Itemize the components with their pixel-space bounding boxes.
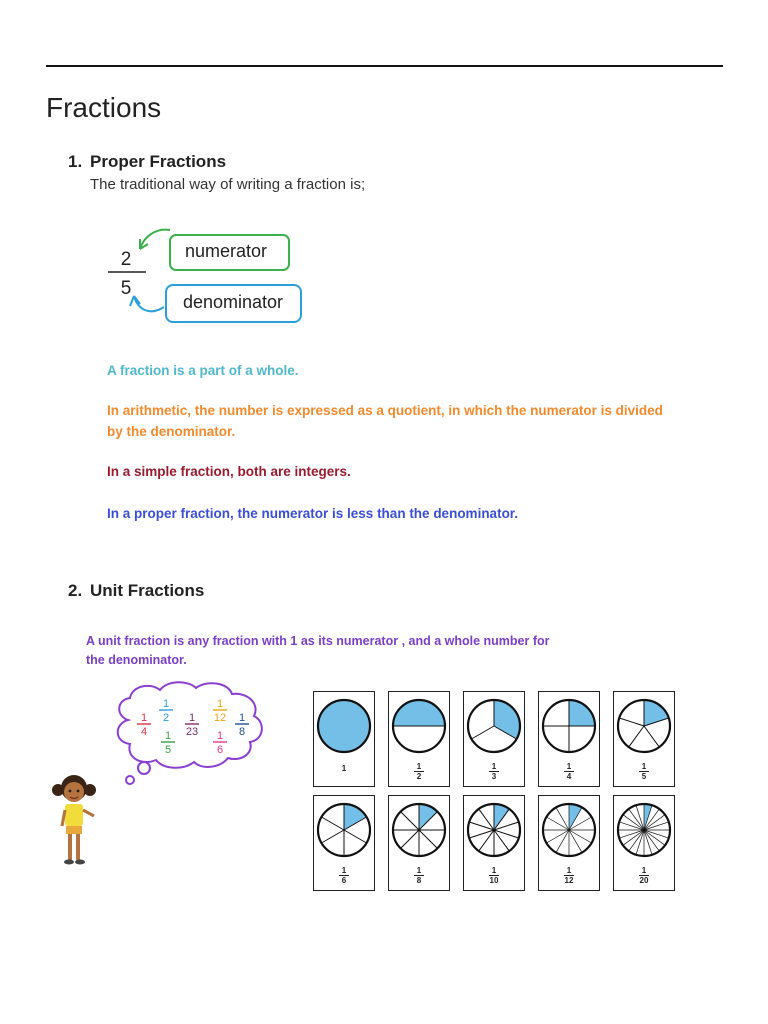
- fraction-circle: [465, 696, 523, 756]
- diagram-denominator-digit: 5: [120, 278, 132, 299]
- card-numerator: 1: [491, 762, 497, 771]
- statement-proper-fraction: In a proper fraction, the numerator is less than the denominator.: [107, 506, 519, 521]
- girl-shorts: [66, 826, 82, 834]
- thought-cloud: [110, 680, 270, 790]
- card-numerator: 1: [566, 866, 572, 875]
- card-denominator: 12: [564, 876, 574, 885]
- card-fraction-label: [539, 866, 599, 885]
- cloud-fraction-denominator: 2: [162, 712, 170, 724]
- fraction-circle: [390, 696, 448, 756]
- unit-fraction-card: [613, 691, 675, 787]
- section-number: 1.: [68, 152, 83, 171]
- fraction-circle: [390, 800, 448, 860]
- unit-fraction-card: [613, 795, 675, 891]
- statement-simple-fraction: In a simple fraction, both are integers.: [107, 464, 351, 479]
- card-numerator: 1: [641, 866, 647, 875]
- unit-fraction-card: [463, 795, 525, 891]
- unit-fraction-card: [388, 691, 450, 787]
- fraction-diagram: [100, 222, 320, 332]
- card-denominator: 4: [566, 772, 572, 781]
- cloud-fraction-denominator: 23: [185, 726, 199, 738]
- page-title: Fractions: [46, 92, 162, 123]
- statement-arithmetic: In arithmetic, the number is expressed as a quotient, in which the numerator is divided by the denominator.: [107, 403, 663, 439]
- cloud-fraction-denominator: 6: [216, 744, 224, 756]
- card-fraction-label: [389, 866, 449, 885]
- cloud-fraction-denominator: 12: [213, 712, 227, 724]
- cloud-fraction-numerator: 1: [188, 712, 196, 724]
- card-denominator: 8: [416, 876, 422, 885]
- cloud-fraction-numerator: 1: [164, 730, 172, 742]
- card-denominator: 10: [489, 876, 499, 885]
- card-numerator: 1: [341, 866, 347, 875]
- top-rule: [46, 65, 723, 67]
- shaded-circle: [318, 700, 370, 752]
- unit-fraction-card: [463, 691, 525, 787]
- card-numerator: 1: [641, 762, 647, 771]
- card-numerator: 1: [416, 762, 422, 771]
- girl-leg-left: [68, 834, 72, 860]
- unit-fraction-card: [313, 691, 375, 787]
- cloud-fraction-denominator: 8: [238, 726, 246, 738]
- cloud-fraction-numerator: 1: [216, 730, 224, 742]
- section-heading-unit-fractions: [68, 581, 204, 601]
- card-fraction-label: [314, 762, 374, 776]
- card-denominator: 5: [641, 772, 647, 781]
- girl-shirt: [65, 804, 83, 826]
- section-title: Proper Fractions: [90, 152, 227, 171]
- cloud-fraction-numerator: 1: [238, 712, 246, 724]
- fraction-circle: [615, 800, 673, 860]
- denominator-label: denominator: [182, 292, 284, 312]
- cloud-bubble-small: [126, 776, 134, 784]
- card-fraction-label: [614, 866, 674, 885]
- card-denominator: 20: [639, 876, 649, 885]
- cloud-fraction-denominator: 4: [140, 726, 148, 738]
- unit-fraction-card: [388, 795, 450, 891]
- girl-arm-left: [62, 810, 65, 826]
- card-fraction-label: [464, 866, 524, 885]
- statement-part-of-whole: A fraction is a part of a whole.: [107, 363, 299, 378]
- unit-fraction-card: [538, 691, 600, 787]
- shaded-wedge: [393, 700, 445, 726]
- section-heading-proper-fractions: [68, 152, 226, 172]
- cloud-fraction-numerator: 1: [140, 712, 148, 724]
- card-fraction-label: [539, 762, 599, 781]
- unit-fraction-card: [538, 795, 600, 891]
- girl-arm-right: [83, 810, 94, 816]
- card-fraction-label: [389, 762, 449, 781]
- unit-fraction-card: [313, 795, 375, 891]
- fraction-circle: [315, 800, 373, 860]
- card-numerator: 1: [491, 866, 497, 875]
- card-denominator: 2: [416, 772, 422, 781]
- card-numerator: 1: [416, 866, 422, 875]
- card-whole-label: 1: [341, 764, 347, 773]
- numerator-label: numerator: [184, 241, 268, 261]
- cloud-bubble-large: [138, 762, 150, 774]
- fraction-circle: [540, 800, 598, 860]
- card-numerator: 1: [566, 762, 572, 771]
- unit-fraction-cards: [313, 691, 681, 891]
- card-fraction-label: [314, 866, 374, 885]
- card-fraction-label: [464, 762, 524, 781]
- girl-illustration: [50, 770, 100, 870]
- diagram-numerator-digit: 2: [120, 249, 132, 270]
- intro-text: The traditional way of writing a fraction is;: [90, 176, 366, 193]
- fraction-circle: [465, 800, 523, 860]
- section-number: 2.: [68, 581, 83, 600]
- cloud-outline: [118, 682, 262, 768]
- card-fraction-label: [614, 762, 674, 781]
- fraction-circle: [540, 696, 598, 756]
- fraction-circle: [615, 696, 673, 756]
- cloud-fraction-denominator: 5: [164, 744, 172, 756]
- girl-leg-right: [76, 834, 80, 860]
- cloud-fraction-numerator: 1: [162, 698, 170, 710]
- card-denominator: 3: [491, 772, 497, 781]
- section-title: Unit Fractions: [90, 581, 205, 600]
- unit-fraction-definition: A unit fraction is any fraction with 1 as its numerator , and a whole number for the denominator.: [86, 634, 550, 667]
- fraction-circle: [315, 696, 373, 756]
- cloud-fraction-numerator: 1: [216, 698, 224, 710]
- card-denominator: 6: [341, 876, 347, 885]
